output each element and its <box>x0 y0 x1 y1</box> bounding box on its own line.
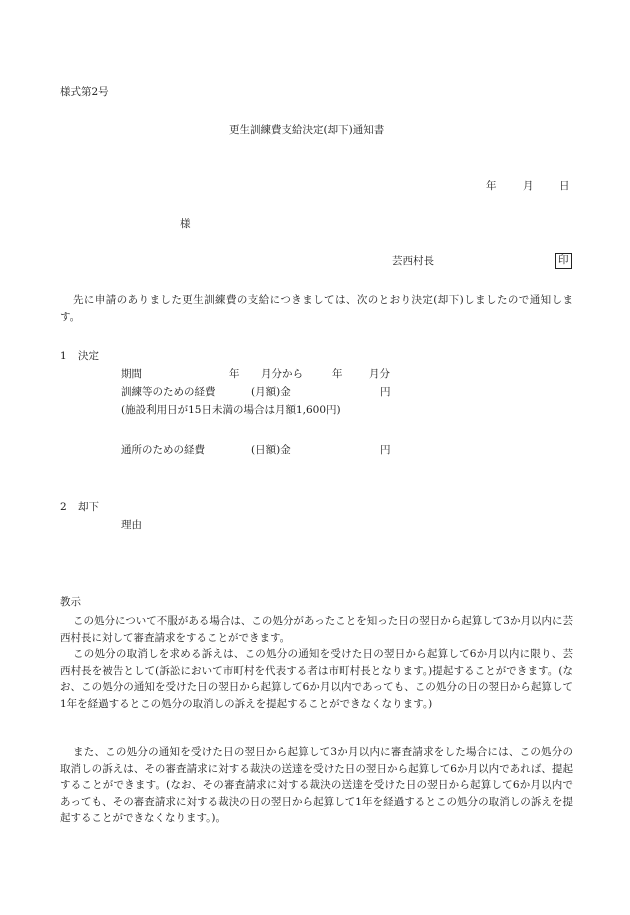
training-cost-unit: (月額)金 <box>251 386 291 398</box>
decision-heading: 決定 <box>78 350 99 362</box>
seal-text: 印 <box>555 253 572 269</box>
commute-cost-label: 通所のための経費 <box>121 444 205 456</box>
issuer-name: 芸西村長 <box>392 255 434 267</box>
period-label: 期間 <box>121 368 142 380</box>
instruction-heading: 教示 <box>60 596 81 608</box>
training-cost-label: 訓練等のための経費 <box>121 386 216 398</box>
document-title: 更生訓練費支給決定(却下)通知書 <box>229 124 385 136</box>
commute-cost-yen: 円 <box>380 444 391 456</box>
seal-mark <box>555 253 572 269</box>
period-from-year: 年 <box>229 368 240 380</box>
rejection-heading: 却下 <box>78 501 99 513</box>
addressee-suffix: 様 <box>180 218 191 230</box>
rejection-number: 2 <box>60 501 67 513</box>
period-to-month: 月分 <box>369 368 390 380</box>
date-month: 月 <box>523 180 534 192</box>
instruction-paragraph-2: この処分の取消しを求める訴えは、この処分の通知を受けた日の翌日から起算して6か月以内に限り、芸西村長を被告として(訴訟において市町村を代表する者は市町村長となります。)提起することができます。(なお、この処分の通知を受けた日の翌日から起算して6か月以内であっても、この処分の日の翌日から起算して1年を経過するとこの処分の取消しの訴えを提起することができなくなります。) <box>60 648 573 710</box>
instruction-paragraph-3: また、この処分の通知を受けた日の翌日から起算して3か月以内に審査請求をした場合には、この処分の取消しの訴えは、その審査請求に対する裁決の送達を受けた日の翌日から起算して6か月以内であれば、提起することができます。(なお、その審査請求に対する裁決の送達を受けた日の翌日から起算して6か月以内であっても、その審査請求に対する裁決の日の翌日から起算して1年を経過するとこの処分の取消しの訴えを提起することができなくなります。)。 <box>60 746 573 824</box>
reason-label: 理由 <box>121 519 142 531</box>
period-to-year: 年 <box>332 368 343 380</box>
form-number: 様式第2号 <box>60 86 109 98</box>
period-from-month: 月分から <box>261 368 303 380</box>
intro-paragraph: 先に申請のありました更生訓練費の支給につきましては、次のとおり決定(却下)しましたので通知します。 <box>60 294 573 323</box>
date-day: 日 <box>559 180 570 192</box>
instruction-paragraph-1: この処分について不服がある場合は、この処分があったことを知った日の翌日から起算して3か月以内に芸西村長に対して審査請求をすることができます。 <box>60 615 573 644</box>
decision-number: 1 <box>60 350 67 362</box>
date-year: 年 <box>486 180 497 192</box>
facility-note: (施設利用日が15日未満の場合は月額1,600円) <box>121 404 341 416</box>
commute-cost-unit: (日額)金 <box>251 444 291 456</box>
training-cost-yen: 円 <box>380 386 391 398</box>
